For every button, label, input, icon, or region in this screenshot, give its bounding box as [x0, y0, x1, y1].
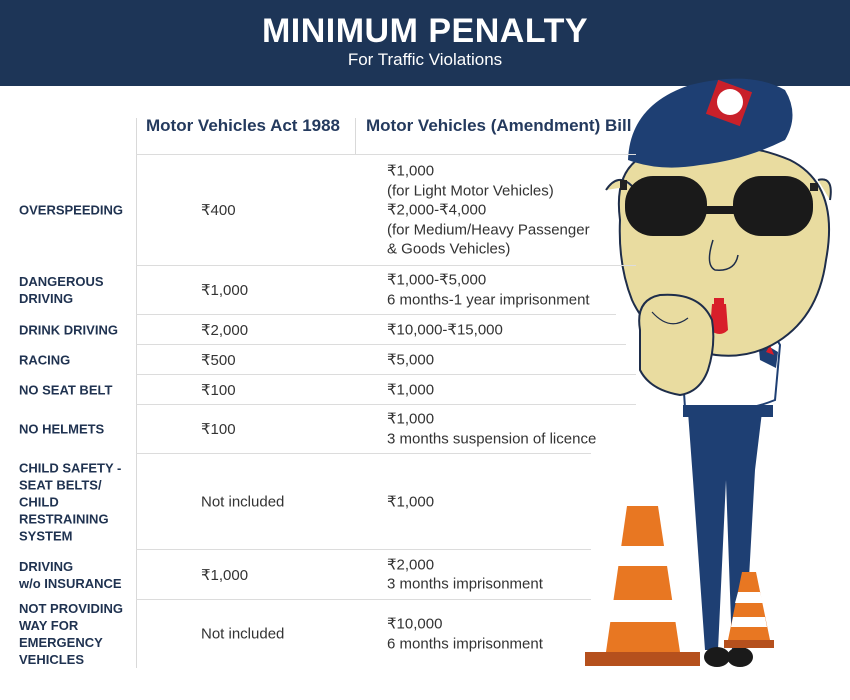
penalty-line: ₹1,000	[387, 492, 435, 510]
penalty-1988: Not included	[201, 625, 285, 643]
penalty-line: 3 months suspension of licence	[387, 430, 597, 447]
officer-hand	[639, 295, 713, 395]
page-title: MINIMUM PENALTY	[261, 12, 589, 50]
penalty-amendment	[387, 350, 434, 370]
violation-label: DRINK DRIVING	[19, 322, 118, 337]
penalty-amendment	[387, 320, 503, 340]
column-divider-2	[355, 118, 356, 154]
table-row-no-seat-belt	[0, 375, 640, 404]
penalty-line: ₹2,000	[387, 556, 435, 573]
violation-label: RACING	[19, 352, 71, 367]
penalty-line: (for Light Motor Vehicles)	[387, 181, 554, 199]
penalty-1988: ₹100	[201, 421, 236, 438]
penalty-line: ₹10,000	[387, 615, 443, 633]
penalty-line: ₹10,000-₹15,000	[387, 320, 503, 338]
penalty-line: ₹1,000	[387, 162, 435, 180]
table-row-no-helmets	[0, 405, 640, 453]
penalty-line: ₹1,000-₹5,000	[387, 271, 487, 289]
penalty-amendment	[387, 615, 543, 654]
penalty-1988: ₹1,000	[201, 566, 249, 584]
penalty-1988: ₹500	[201, 351, 236, 369]
column-header-act-1988: Motor Vehicles Act 1988	[146, 116, 341, 135]
penalty-line: 6 months-1 year imprisonment	[387, 291, 590, 308]
penalty-amendment	[387, 271, 590, 310]
column-header-amendment-bill: Motor Vehicles (Amendment) Bill	[366, 116, 632, 135]
violation-label: NO HELMETS	[19, 421, 105, 437]
violation-label: NO SEAT BELT	[19, 382, 113, 397]
penalty-line: ₹1,000	[387, 380, 435, 398]
table-row-racing	[0, 345, 640, 374]
penalty-line: (for Medium/Heavy Passenger	[387, 220, 590, 238]
penalty-line: 6 months imprisonment	[387, 635, 543, 652]
penalty-amendment	[387, 492, 434, 512]
table-row-drink-driving	[0, 315, 640, 344]
penalty-line: & Goods Vehicles)	[387, 240, 511, 258]
penalty-line: 3 months imprisonment	[387, 575, 543, 593]
table-row-emergency-vehicles	[0, 600, 640, 668]
penalty-amendment	[387, 410, 596, 449]
penalty-1988: ₹100	[201, 381, 236, 399]
violation-label: DANGEROUS DRIVING	[19, 274, 104, 306]
violation-label: NOT PROVIDING WAY FOR EMERGENCY VEHICLES	[19, 601, 124, 667]
violation-label: OVERSPEEDING	[19, 202, 124, 218]
penalty-line: ₹1,000	[387, 410, 435, 428]
penalty-1988: Not included	[201, 493, 285, 510]
penalty-amendment	[387, 161, 590, 259]
violation-label: DRIVING w/o INSURANCE	[19, 558, 122, 591]
table-row-overspeeding	[0, 155, 640, 265]
violation-label: CHILD SAFETY - SEAT BELTS/ CHILD RESTRAINING SYSTEM	[19, 460, 122, 543]
page-subtitle: For Traffic Violations	[347, 50, 503, 69]
penalty-amendment	[387, 555, 543, 594]
table-row-dangerous-driving	[0, 266, 640, 314]
penalty-1988: ₹2,000	[201, 321, 249, 339]
penalty-line: ₹2,000-₹4,000	[387, 201, 487, 219]
penalty-line: ₹5,000	[387, 350, 435, 368]
penalty-amendment	[387, 380, 434, 400]
penalty-1988: ₹400	[201, 202, 236, 219]
penalty-1988: ₹1,000	[201, 282, 249, 299]
table-row-driving-without-insurance	[0, 550, 640, 599]
table-row-child-safety	[0, 454, 640, 549]
